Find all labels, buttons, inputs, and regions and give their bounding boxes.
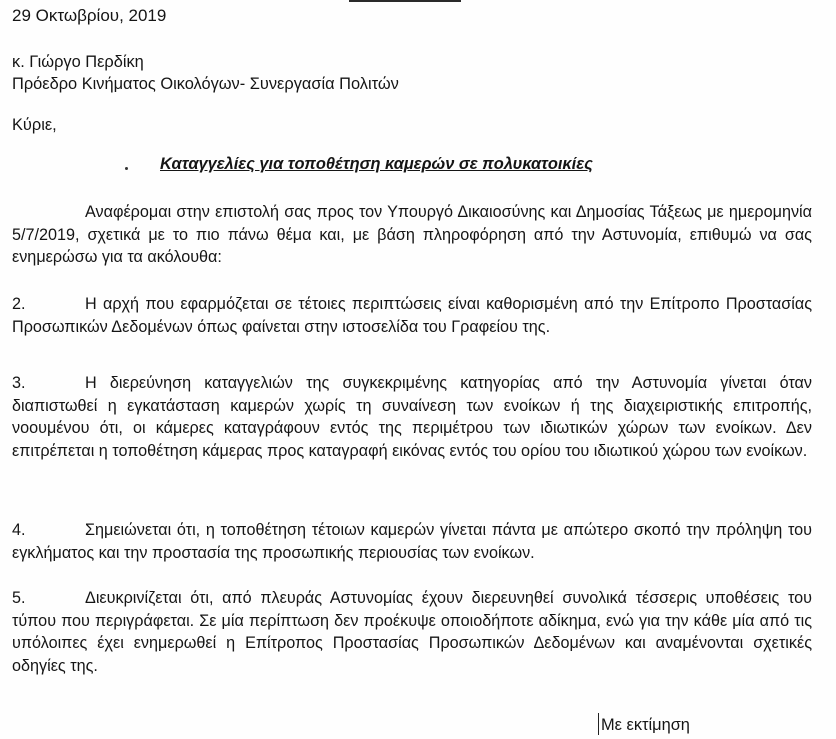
closing-text: Με εκτίμηση xyxy=(601,716,690,734)
paragraph-number: 2. xyxy=(12,295,26,313)
scan-mark xyxy=(598,713,599,735)
paragraph-number: 4. xyxy=(12,521,26,539)
paragraph-5 xyxy=(12,587,812,677)
paragraph-number: 5. xyxy=(12,589,26,607)
paragraph-text: Η αρχή που εφαρμόζεται σε τέτοιες περιπτώσεις είναι καθορισμένη από την Επίτροπο Προστασίας Προσωπικών Δεδομένων όπως φαίνεται στην ιστοσελίδα του Γραφείου της. xyxy=(12,295,812,336)
recipient-block xyxy=(12,51,399,95)
intro-paragraph: Αναφέρομαι στην επιστολή σας προς τον Υπουργό Δικαιοσύνης και Δημοσίας Τάξεως με ημερομηνία 5/7/2019, σχετικά με το πιο πάνω θέμα και, με βάση πληροφόρηση από την Αστυνομία, επιθυμώ να σας ενημερώσω για τα ακόλουθα: xyxy=(12,203,812,266)
paragraph-3 xyxy=(12,372,812,462)
scan-edge-mark xyxy=(349,0,461,2)
paragraph-number: 3. xyxy=(12,374,26,392)
recipient-title: Πρόεδρο Κινήματος Οικολόγων- Συνεργασία Πολιτών xyxy=(12,75,399,93)
recipient-name: κ. Γιώργο Περδίκη xyxy=(12,53,144,71)
paragraph-4 xyxy=(12,519,812,564)
salutation: Κύριε, xyxy=(12,116,57,134)
paragraph-text: Σημειώνεται ότι, η τοποθέτηση τέτοιων καμερών γίνεται πάντα με απώτερο σκοπό την πρόληψη του εγκλήματος και την προστασία της προσωπικής περιουσίας των ενοίκων. xyxy=(12,521,812,562)
paragraph-2 xyxy=(12,293,812,338)
letter-subject: Καταγγελίες για τοποθέτηση καμερών σε πολυκατοικίες xyxy=(160,155,593,173)
paragraph-text: Διευκρινίζεται ότι, από πλευράς Αστυνομίας έχουν διερευνηθεί συνολικά τέσσερις υποθέσεις του τύπου που περιγράφεται. Σε μία περίπτωση δεν προέκυψε οποιοδήποτε αδίκημα, ενώ για την κάθε μία από τις υπόλοιπες έχει ενημερωθεί η Επίτροπος Προστασίας Προσωπικών Δεδομένων και αναμένονται σχετικές οδηγίες της. xyxy=(12,589,812,675)
letter-date: 29 Οκτωβρίου, 2019 xyxy=(12,6,167,25)
closing-line xyxy=(598,713,690,735)
scan-speck xyxy=(125,167,128,170)
paragraph-text: Η διερεύνηση καταγγελιών της συγκεκριμένης κατηγορίας από την Αστυνομία γίνεται όταν διαπιστωθεί η εγκατάσταση καμερών χωρίς τη συναίνεση των ενοίκων ή της διαχειριστικής επιτροπής, νοουμένου ότι, οι κάμερες καταγράφουν εντός της περιμέτρου των ιδιωτικών χώρων των ενοίκων. Δεν επιτρέπεται η τοποθέτηση κάμερας προς καταγραφή εικόνας εντός του ορίου του ιδιωτικού χώρου των ενοίκων. xyxy=(12,374,812,460)
